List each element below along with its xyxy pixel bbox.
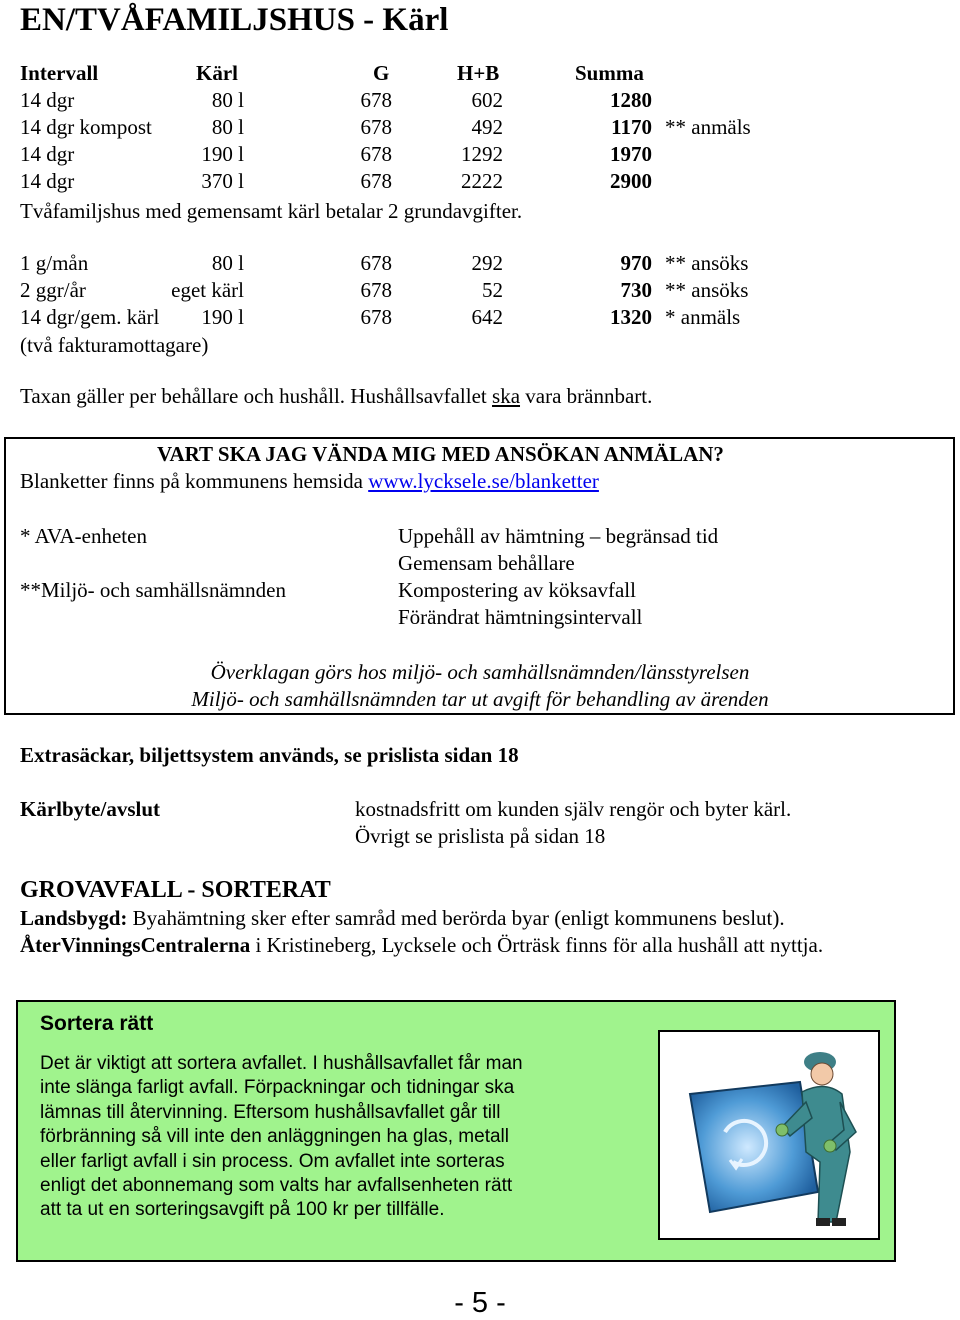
cell-karl: 370 l: [201, 169, 244, 193]
row-subtext: (två fakturamottagare): [20, 333, 209, 357]
header-intervall: Intervall: [20, 61, 99, 85]
blanketter-text: Blanketter finns på kommunens hemsida: [20, 469, 369, 493]
header-g: G: [373, 61, 390, 85]
karlbyte-line1: kostnadsfritt om kunden själv rengör och byter kärl.: [355, 797, 792, 821]
table-row: [20, 250, 820, 277]
cell-hb: 602: [471, 88, 503, 112]
cell-g: 678: [360, 142, 392, 166]
cell-g: 678: [360, 169, 392, 193]
table-row: [20, 114, 820, 141]
cell-note: ** ansöks: [665, 251, 749, 275]
cell-g: 678: [360, 115, 392, 139]
cell-summa: 1320: [610, 305, 652, 329]
table-note: Tvåfamiljshus med gemensamt kärl betalar 2 grundavgifter.: [20, 199, 523, 223]
cell-summa: 970: [620, 251, 652, 275]
cell-note: * anmäls: [665, 305, 741, 329]
ava-enheten: * AVA-enheten: [20, 524, 147, 548]
cell-g: 678: [360, 278, 392, 302]
taxa-part2: vara brännbart.: [520, 384, 653, 408]
landsbygd-text: Byahämtning sker efter samråd med berörda byar (enligt kommunens beslut).: [127, 906, 785, 930]
cell-karl: 190 l: [201, 305, 244, 329]
sortera-body: Det är viktigt att sortera avfallet. I hushållsavfallet får man inte slänga farligt avfall. Förpackningar och tidningar ska lämnas till återvinning. Eftersom hushållsavfallet går till förbränning så vill inte den anläggningen ha glas, metall eller farligt avfall i sin process. Om avfallet inte sorteras enligt det abonnemang som valts har avfallsenheten rätt att ta ut en sorteringsavgift på 100 kr per tillfälle.: [40, 1053, 523, 1221]
table-row: [20, 277, 820, 304]
blanketter-line: [20, 468, 599, 495]
cell-intervall: 14 dgr: [20, 88, 75, 112]
cell-hb: 52: [482, 278, 503, 302]
taxa-text: [20, 383, 652, 410]
cell-summa: 730: [620, 278, 652, 302]
cell-g: 678: [360, 305, 392, 329]
avgift-line: Miljö- och samhällsnämnden tar ut avgift för behandling av ärenden: [191, 687, 769, 711]
cell-intervall: 14 dgr/gem. kärl: [20, 305, 160, 329]
info-heading: VART SKA JAG VÄNDA MIG MED ANSÖKAN ANMÄLAN?: [157, 442, 724, 466]
header-karl: Kärl: [196, 61, 238, 85]
taxa-underlined: ska: [492, 384, 521, 408]
cell-summa: 1280: [610, 88, 652, 112]
cell-intervall: 1 g/mån: [20, 251, 89, 275]
page-title: EN/TVÅFAMILJSHUS - Kärl: [20, 2, 449, 38]
table-row: [20, 87, 820, 114]
karlbyte-label: Kärlbyte/avslut: [20, 797, 160, 821]
page-number: - 5 -: [454, 1287, 506, 1319]
cell-hb: 292: [471, 251, 503, 275]
blanketter-link[interactable]: www.lycksele.se/blanketter: [368, 469, 599, 493]
cell-karl: 190 l: [201, 142, 244, 166]
right-item: Gemensam behållare: [398, 551, 575, 575]
table-row: [20, 304, 820, 331]
cell-g: 678: [360, 88, 392, 112]
sortera-title: Sortera rätt: [40, 1012, 154, 1035]
cell-intervall: 14 dgr: [20, 142, 75, 166]
header-hb: H+B: [457, 61, 500, 85]
avc-line: [20, 932, 823, 959]
cell-intervall: 14 dgr: [20, 169, 75, 193]
cell-hb: 642: [471, 305, 503, 329]
cell-note: ** ansöks: [665, 278, 749, 302]
cell-summa: 1170: [611, 115, 652, 139]
extrasackar-line: Extrasäckar, biljettsystem används, se prislista sidan 18: [20, 743, 519, 767]
cell-note: ** anmäls: [665, 115, 751, 139]
table-header: [20, 60, 820, 87]
grovavfall-heading: GROVAVFALL - SORTERAT: [20, 877, 331, 903]
cell-karl: eget kärl: [171, 278, 244, 302]
cell-hb: 2222: [461, 169, 503, 193]
landsbygd-line: [20, 905, 785, 932]
miljo-namnden: **Miljö- och samhällsnämnden: [20, 578, 286, 602]
overklagan-line: Överklagan görs hos miljö- och samhällsnämnden/länsstyrelsen: [210, 660, 750, 684]
cell-summa: 1970: [610, 142, 652, 166]
cell-summa: 2900: [610, 169, 652, 193]
cell-intervall: 2 ggr/år: [20, 278, 86, 302]
cell-g: 678: [360, 251, 392, 275]
table-row: [20, 141, 820, 168]
avc-text: i Kristineberg, Lycksele och Örträsk finns för alla hushåll att nyttja.: [250, 933, 824, 957]
cell-hb: 492: [471, 115, 503, 139]
recycling-worker-icon: [660, 1032, 878, 1238]
right-item: Uppehåll av hämtning – begränsad tid: [398, 524, 719, 548]
avc-label: ÅterVinningsCentralerna: [20, 933, 251, 957]
cell-karl: 80 l: [211, 251, 244, 275]
cell-karl: 80 l: [211, 115, 244, 139]
header-summa: Summa: [575, 61, 644, 85]
cell-hb: 1292: [461, 142, 503, 166]
worker-illustration: [658, 1030, 880, 1240]
right-item: Kompostering av köksavfall: [398, 578, 636, 602]
karlbyte-line2: Övrigt se prislista på sidan 18: [355, 824, 606, 848]
cell-karl: 80 l: [211, 88, 244, 112]
landsbygd-label: Landsbygd:: [20, 906, 128, 930]
table-row: [20, 168, 820, 195]
sortera-ratt-box: [16, 1000, 896, 1262]
right-item: Förändrat hämtningsintervall: [398, 605, 643, 629]
cell-intervall: 14 dgr kompost: [20, 115, 152, 139]
taxa-part1: Taxan gäller per behållare och hushåll. Hushållsavfallet: [20, 384, 493, 408]
